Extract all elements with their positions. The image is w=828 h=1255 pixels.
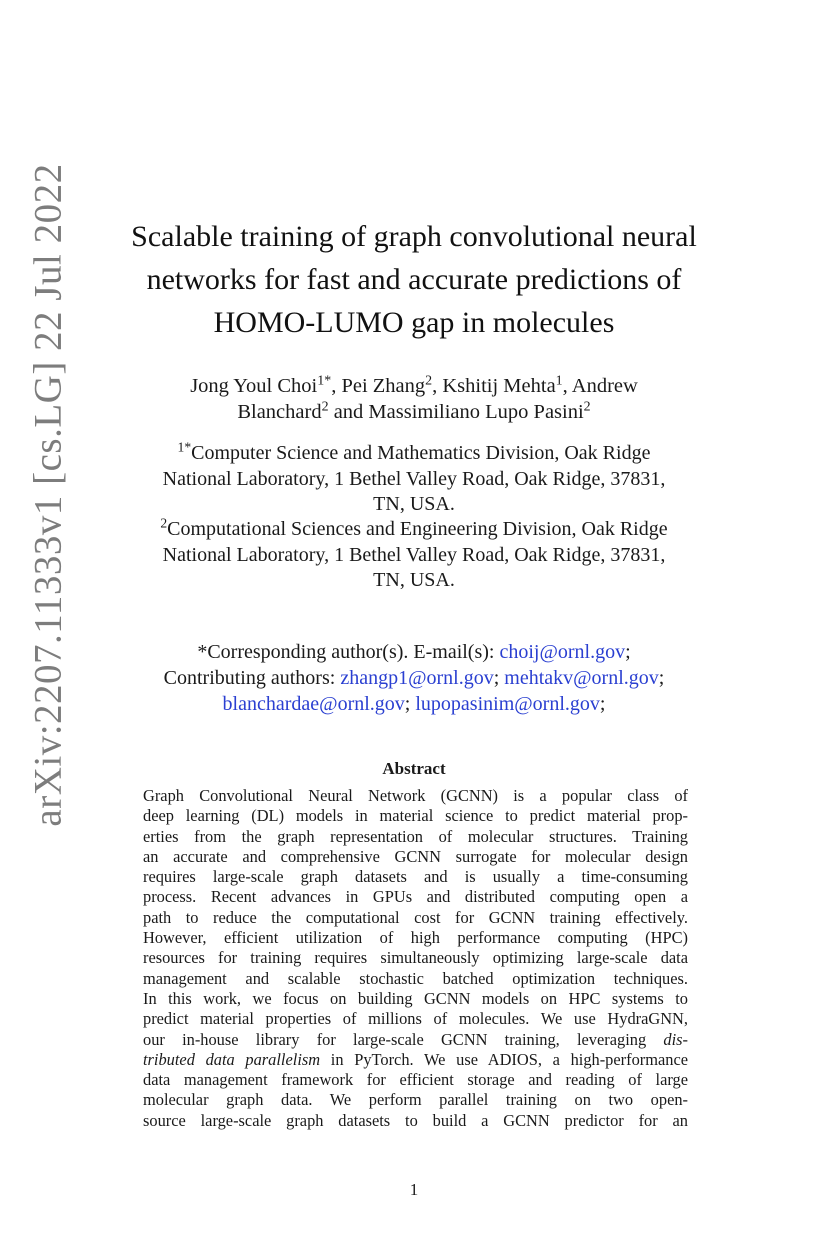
abstract-line: resources for training requires simultaneously optimizing large-scale data: [143, 948, 688, 968]
abstract-line: data management framework for efficient storage and reading of large: [143, 1070, 688, 1090]
contributing-line: [110, 665, 718, 691]
affiliation-line: National Laboratory, 1 Bethel Valley Road, Oak Ridge, 37831,: [162, 543, 666, 566]
paper-title: [100, 215, 728, 344]
abstract-line: predict material properties of millions of molecules. We use HydraGNN,: [143, 1009, 688, 1029]
abstract-line: [143, 1030, 688, 1050]
email-link-lupo-pasini[interactable]: lupopasinim@ornl.gov: [415, 693, 600, 715]
abstract-line: source large-scale graph datasets to build a GCNN predictor for an: [143, 1110, 688, 1130]
affiliation-2: [110, 517, 718, 594]
affiliation-line: [110, 441, 718, 467]
author-affiliation-mark: 2: [321, 399, 329, 415]
abstract-text: our in-house library for large-scale GCNN training, leveraging: [143, 1029, 647, 1049]
separator: ;: [599, 693, 606, 715]
abstract-line: molecular graph data. We perform parallel training on two open-: [143, 1090, 688, 1110]
author-affiliation-mark: 2: [425, 373, 433, 389]
affiliation-1: [110, 441, 718, 518]
abstract-line: path to reduce the computational cost for GCNN training effectively.: [143, 907, 688, 927]
abstract-line: process. Recent advances in GPUs and distributed computing open a: [143, 887, 688, 907]
abstract-line: In this work, we focus on building GCNN models on HPC systems to: [143, 988, 688, 1008]
abstract-heading: Abstract: [382, 759, 446, 778]
abstract-line: an accurate and comprehensive GCNN surrogate for molecular design: [143, 846, 688, 866]
affiliation-line: TN, USA.: [373, 569, 455, 591]
arxiv-identifier-text: arXiv:2207.11333v1 [cs.LG] 22 Jul 2022: [26, 163, 70, 827]
title-line: networks for fast and accurate predictions of: [146, 263, 682, 296]
abstract-text: in PyTorch. We use ADIOS, a high-performance: [320, 1049, 688, 1069]
abstract-line: Graph Convolutional Neural Network (GCNN) is a popular class of: [143, 786, 688, 805]
abstract-line: However, efficient utilization of high performance computing (HPC): [143, 928, 688, 948]
separator: ;: [404, 693, 411, 715]
affiliation-line: TN, USA.: [373, 493, 455, 515]
correspondence-block: [110, 639, 718, 717]
abstract-line: [143, 1050, 688, 1070]
author-name: Blanchard: [237, 401, 322, 423]
affiliation-mark: 1*: [177, 439, 192, 455]
separator: ;: [493, 667, 500, 689]
page-number: 1: [409, 1180, 419, 1199]
corresponding-email-link[interactable]: choij@ornl.gov: [499, 641, 626, 663]
author-name: and Massimiliano Lupo Pasini: [328, 401, 584, 423]
affiliation-line: [110, 517, 718, 543]
author-affiliation-mark: 2: [583, 399, 591, 415]
email-link-zhang[interactable]: zhangp1@ornl.gov: [340, 667, 494, 689]
title-line: Scalable training of graph convolutional neural: [131, 220, 697, 253]
author-name: , Kshitij Mehta: [432, 375, 556, 397]
abstract-line: management and scalable stochastic batched optimization techniques.: [143, 968, 688, 988]
affiliation-line: National Laboratory, 1 Bethel Valley Road, Oak Ridge, 37831,: [162, 467, 666, 490]
author-name: , Andrew: [562, 375, 638, 397]
contributing-label: Contributing authors:: [163, 667, 341, 689]
author-affiliation-mark: 1*: [317, 373, 332, 389]
title-line: HOMO-LUMO gap in molecules: [213, 306, 615, 339]
author-line: [110, 399, 718, 425]
author-name: Jong Youl Choi: [190, 375, 318, 397]
corresponding-label: *Corresponding author(s). E-mail(s):: [197, 641, 500, 663]
abstract-italic-text: dis-: [663, 1029, 688, 1049]
separator: ;: [625, 641, 631, 663]
abstract-italic-text: tributed data parallelism: [143, 1049, 321, 1069]
email-link-blanchard[interactable]: blanchardae@ornl.gov: [222, 693, 405, 715]
abstract-line: requires large-scale graph datasets and is usually a time-consuming: [143, 867, 688, 887]
abstract-body: [143, 786, 688, 1131]
corresponding-line: [110, 639, 718, 665]
author-name: , Pei Zhang: [331, 375, 426, 397]
email-link-mehta[interactable]: mehtakv@ornl.gov: [504, 667, 659, 689]
affiliation-mark: 2: [160, 515, 168, 531]
affiliation-text: Computer Science and Mathematics Division, Oak Ridge: [191, 442, 651, 464]
author-line: [110, 373, 718, 399]
contributing-line: [110, 691, 718, 717]
abstract-line: erties from the graph representation of molecular structures. Training: [143, 826, 688, 846]
author-affiliation-mark: 1: [555, 373, 563, 389]
affiliation-text: Computational Sciences and Engineering Division, Oak Ridge: [167, 518, 668, 540]
author-list: [110, 373, 718, 425]
abstract-line: deep learning (DL) models in material science to predict material prop-: [143, 806, 688, 826]
separator: ;: [658, 667, 665, 689]
